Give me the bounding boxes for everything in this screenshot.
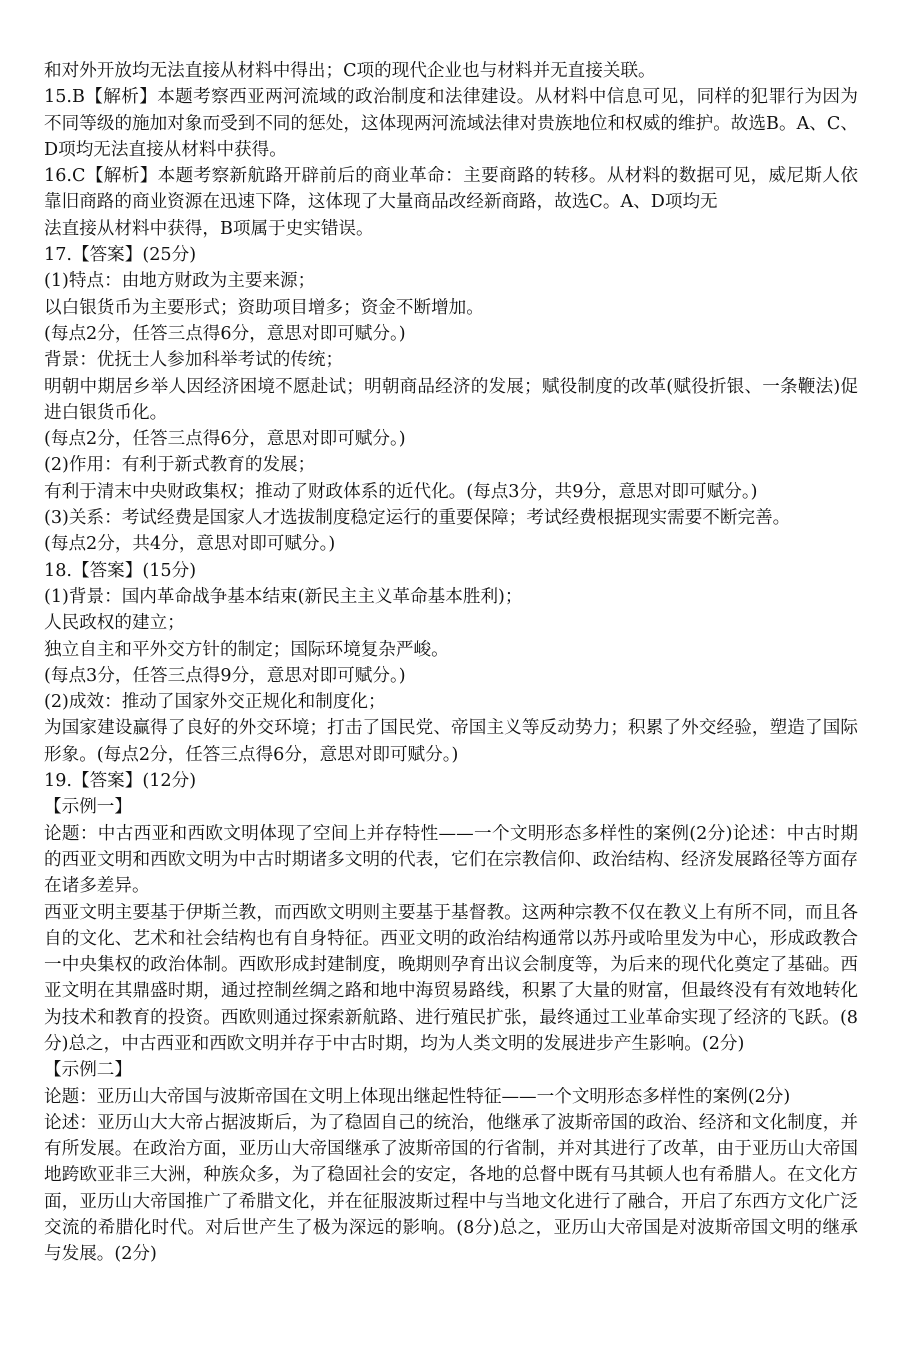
text-line-q17-1-features: (1)特点：由地方财政为主要来源； [44, 271, 316, 292]
text-line-q17-2-role: (2)作用：有利于新式教育的发展； [44, 455, 316, 476]
text-line-q18-1-cont: 独立自主和平外交方针的制定；国际环境复杂严峻。 [44, 639, 449, 660]
text-line-q16: 16.C【解析】本题考察新航路开辟前后的商业革命：主要商路的转移。从材料的数据可见，威尼斯人依靠旧商路的商业资源在迅速下降，这体现了大量商品改经新商路，故选C。A、D项均无 [44, 166, 858, 213]
example-one-body: 西亚文明主要基于伊斯兰教，而西欧文明则主要基于基督教。这两种宗教不仅在教义上有所不同，而且各自的文化、艺术和社会结构也有自身特征。西亚文明的政治结构通常以苏丹或哈里发为中心，形成政教合一中央集权的政治体制。西欧形成封建制度，晚期则孕育出议会制度等，为后来的现代化奠定了基础。西亚文明在其鼎盛时期，通过控制丝绸之路和地中海贸易路线，积累了大量的财富，但最终没有有效地转化为技术和教育的投资。西欧则通过探索新航路、进行殖民扩张，最终通过工业革命实现了经济的飞跃。(8分)总之，中古西亚和西欧文明并存于中古时期，均为人类文明的发展进步产生影响。(2分) [44, 902, 858, 1054]
text-line-q18-1-background: (1)背景：国内革命战争基本结束(新民主主义革命基本胜利)； [44, 586, 523, 607]
text-line-q15: 15.B【解析】本题考察西亚两河流域的政治制度和法律建设。从材料中信息可见，同样的犯罪行为因为不同等级的施加对象而受到不同的惩处，这体现两河流域法律对贵族地位和权威的维护。故选B。A、C、D项均无法直接从材料中获得。 [44, 87, 858, 160]
example-one-heading: 【示例一】 [44, 797, 132, 818]
example-two-heading: 【示例二】 [44, 1060, 132, 1081]
scoring-note: (每点3分，任答三点得9分，意思对即可赋分。) [44, 665, 406, 686]
example-two-body: 论述：亚历山大大帝占据波斯后，为了稳固自己的统治，他继承了波斯帝国的政治、经济和文化制度，并有所发展。在政治方面，亚历山大帝国继承了波斯帝国的行省制，并对其进行了改革，由于亚历山大帝国地跨欧亚非三大洲，种族众多，为了稳固社会的安定，各地的总督中既有马其顿人也有希腊人。在文化方面，亚历山大帝国推广了希腊文化，并在征服波斯过程中与当地文化进行了融合，开启了东西方文化广泛交流的希腊化时代。对后世产生了极为深远的影响。(8分)总之，亚历山大帝国是对波斯帝国文明的继承与发展。(2分) [44, 1112, 858, 1265]
heading-q19: 19.【答案】(12分) [44, 771, 197, 792]
text-line-q17-background-cont: 明朝中期居乡举人因经济困境不愿赴试；明朝商品经济的发展；赋役制度的改革(赋役折银、一条鞭法)促进白银货币化。 [44, 376, 858, 423]
text-line-q17-1-features-cont: 以白银货币为主要形式；资助项目增多；资金不断增加。 [44, 297, 484, 318]
scoring-note: (每点2分，共4分，意思对即可赋分。) [44, 534, 336, 555]
text-line-q18-2-cont: 为国家建设赢得了良好的外交环境；打击了国民党、帝国主义等反动势力；积累了外交经验，塑造了国际形象。(每点2分，任答三点得6分，意思对即可赋分。) [44, 718, 858, 765]
text-line-q17-3-relation: (3)关系：考试经费是国家人才选拔制度稳定运行的重要保障；考试经费根据现实需要不断完善。 [44, 508, 791, 529]
scoring-note: (每点2分，任答三点得6分，意思对即可赋分。) [44, 323, 406, 344]
text-line-q17-2-role-cont: 有利于清末中央财政集权；推动了财政体系的近代化。(每点3分，共9分，意思对即可赋分。) [44, 481, 758, 502]
text-line-q14-end: 和对外开放均无法直接从材料中得出；C项的现代企业也与材料并无直接关联。 [44, 61, 656, 81]
text-line-q18-2-results: (2)成效：推动了国家外交正规化和制度化； [44, 692, 386, 713]
example-one-thesis: 论题：中古西亚和西欧文明体现了空间上并存特性——一个文明形态多样性的案例(2分)论述：中古时期的西亚文明和西欧文明为中古时期诸多文明的代表，它们在宗教信仰、政治结构、经济发展路径等方面存在诸多差异。 [44, 823, 858, 897]
heading-q17: 17.【答案】(25分) [44, 245, 197, 266]
scoring-note: (每点2分，任答三点得6分，意思对即可赋分。) [44, 429, 406, 450]
example-two-thesis: 论题：亚历山大帝国与波斯帝国在文明上体现出继起性特征——一个文明形态多样性的案例(2分) [44, 1086, 791, 1107]
heading-q18: 18.【答案】(15分) [44, 560, 197, 581]
text-line-q16-cont: 法直接从材料中获得，B项属于史实错误。 [44, 218, 374, 239]
text-line-q18-1-cont: 人民政权的建立； [44, 613, 185, 634]
text-line-q17-background: 背景：优抚士人参加科举考试的传统； [44, 350, 344, 371]
